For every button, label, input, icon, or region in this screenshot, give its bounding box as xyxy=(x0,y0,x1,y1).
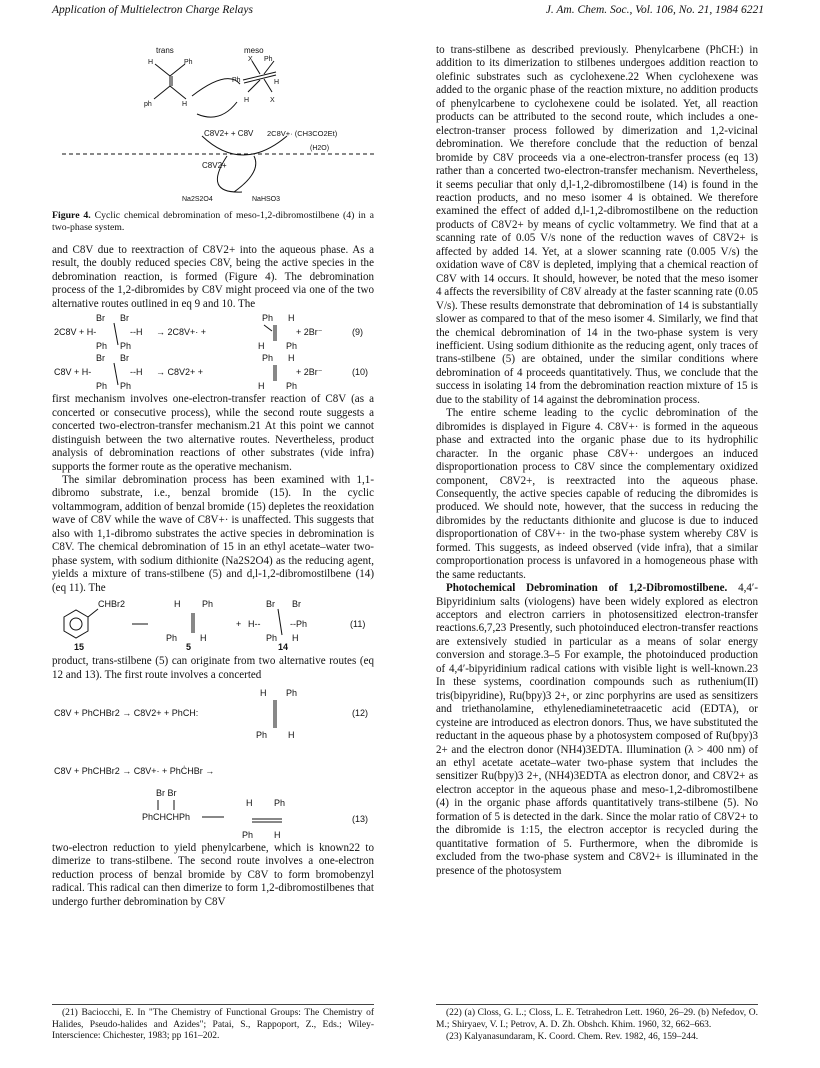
svg-text:Br: Br xyxy=(120,353,129,364)
left-paragraph-4: product, trans-stilbene (5) can originate from two alternative routes (eq 12 and 13). The first route involves a concerted xyxy=(52,655,374,681)
svg-text:H: H xyxy=(260,687,267,698)
footnotes-right xyxy=(436,1004,758,1045)
svg-text:H: H xyxy=(200,633,207,644)
svg-text:Ph: Ph xyxy=(242,829,254,840)
svg-text:Br: Br xyxy=(120,313,129,324)
svg-text:Ph: Ph xyxy=(286,381,298,392)
eq9-number: (9) xyxy=(352,327,363,338)
eq10-lhs: C8V + H- xyxy=(54,367,92,378)
svg-text:H: H xyxy=(258,341,265,352)
svg-text:Ph: Ph xyxy=(274,797,286,808)
reagent-c8vplus: 2C8V+· (CH3CO2Et) xyxy=(267,129,338,138)
reagent-nahso3: NaHSO3 xyxy=(252,196,281,203)
left-paragraph-2: first mechanism involves one-electron-transfer reaction of C8V (as a concerted or consecutive process), while the second route suggests a concerted two-electron-transfer mechanism.21 At this point we cannot distinguish between the two alternative routes. Nevertheless, product analysis of debromination reactions of other substrates (vide infra) supports the former route as the operative mechanism. xyxy=(52,393,374,473)
eq13-text: C8V + PhCHBr2 → C8V+· + PhĊHBr → xyxy=(54,765,215,776)
svg-text:Ph: Ph xyxy=(120,381,132,392)
svg-text:Ph: Ph xyxy=(202,599,214,610)
left-paragraph-3: The similar debromination process has been examined with 1,1-dibromo substrate, i.e., benzal bromide (15). In the cyclic voltammogram, addition of benzal bromide (15) depletes the reoxidation wave of C8V while the wave of C8V+· is unaffected. This suggests that also with 1,1-dibromo substrates the active species in debromination is C8V. The chemical debromination of 15 in an ethyl acetate–water two-phase system, with sodium dithionite (Na2S2O4) as the reducing agent, yields a mixture of trans-stilbene (5) and d,l-1,2-dibromostilbene (14) (eq 11). The xyxy=(52,473,374,594)
svg-text:H: H xyxy=(148,59,154,66)
svg-text:Ph: Ph xyxy=(166,633,178,644)
svg-text:Br: Br xyxy=(96,353,105,364)
svg-text:H: H xyxy=(174,599,181,610)
right-column xyxy=(436,44,758,878)
svg-text:Ph: Ph xyxy=(266,633,278,644)
svg-text:--H: --H xyxy=(130,327,143,338)
right-paragraph-1: to trans-stilbene as described previously. Phenylcarbene (PhCH:) in addition to its dimerization to stilbenes undergoes addition reaction to olefinic substrates such as cyclohexene.22 When cyclohexene was added to the organic phase of the reaction mixture, no addition products of phenylcarbene to cyclohexene could be isolated. Yet, all reaction products can be attributed to the second route, which includes a one-electron-transer process followed by dimerization and 1,2-vicinal debromination. We therefore conclude that the reduction of benzal bromide by C8V proceeds via a one-electron-transfer process (eq 13) rather than a concerted two-electron-transfer mechanism. Nevertheless, it seems peculiar that only d,l-1,2-dibromostilbene (14) is found in the reaction products, and no meso isomer 4 is obtained. We therefore examined the effect of added d,l-1,2-dibromostilbene on the reduction products of C8V2+ by means of cyclic voltammetry. We find that at a scanning rate of 0.05 V/s none of the reduction waves of C8V2+ is affected by added 14. Yet, at a slower scanning rate (0.005 V/s) the oxidation wave of C8V is depleted, implying that a chemical reaction of C8V with 14 occurs. It should, however, be noted that the meso isomer 4 affects the reversibility of C8V already at the faster scanning rate (0.05 V/s). These results demonstrate that debromination of 14 is substantially slower as compared to that of the meso isomer 4. Similarly, we find that the chemical debromination of 14 in the two-phase system is very inefficient. Using sodium dithionite as the reducing agent, only traces of trans-stilbene (5) are obtained, under the similar conditions where debromination of 4 proceeds quantitatively. Thus, we conclude that the success in isolating 14 from the debromination reaction mixture of 15 is due to the stability of 14 against the debromination process. xyxy=(436,44,758,406)
equations-12-13 xyxy=(52,682,374,842)
svg-text:Ph: Ph xyxy=(96,381,108,392)
running-header-left: Application of Multielectron Charge Relays xyxy=(52,4,253,16)
svg-text:+: + xyxy=(236,619,242,630)
running-header-right: J. Am. Chem. Soc., Vol. 106, No. 21, 1984 6221 xyxy=(545,4,764,16)
svg-text:--Ph: --Ph xyxy=(290,619,308,630)
left-paragraph-1: and C8V due to reextraction of C8V2+ into the aqueous phase. As a result, the doubly reduced species C8V, being the active species in the debromination reaction, is formed (Figure 4). The debromination process of the 1,2-dibromides by C8V might proceed via one of the two alternative routes outlined in eq 9 and 10. The xyxy=(52,244,374,310)
svg-text:H: H xyxy=(182,101,188,108)
label-meso: meso xyxy=(244,46,264,55)
svg-text:ph: ph xyxy=(144,101,152,108)
footnote-21: (21) Baciocchi, E. In "The Chemistry of Functional Groups: The Chemistry of Halides, Pseudo-halides and Azides"; Patai, S., Rappoport, Z., Eds.; Wiley-Interscience: Chichester, 1983; pp 161–202. xyxy=(52,1008,374,1041)
eq11-substrate: CHBr2 xyxy=(98,599,126,610)
svg-text:H: H xyxy=(288,353,295,364)
compound-5-label: 5 xyxy=(186,642,192,652)
eq12-number: (12) xyxy=(352,707,369,718)
svg-text:Ph: Ph xyxy=(264,56,273,63)
footnote-22: (22) (a) Closs, G. L.; Closs, L. E. Tetrahedron Lett. 1960, 26–29. (b) Nefedov, O. M.; Shiryaev, V. I.; Petrov, A. D. Zh. Obshch. Khim. 1960, 32, 662–663. xyxy=(436,1008,758,1030)
svg-text:H: H xyxy=(274,829,281,840)
svg-text:H: H xyxy=(288,313,295,324)
svg-text:H: H xyxy=(274,79,280,86)
svg-text:Ph: Ph xyxy=(262,313,274,324)
right-paragraph-3: Photochemical Debromination of 1,2-Dibromostilbene. 4,4′-Bipyridinium salts (viologens) have been widely explored as electron acceptors and electron carriers in photosensitized electron-transfer reactions.6,7,23 Presently, such photoinduced electron-transfer reactions are extensively studied in particular as a means of solar energy conversion and storage.3–5 For example, the photoinduced production of 4,4′-bipyridinium radical cations with visible light is well-known.23 In these systems, coordination compounds such as ruthenium(II) tris(bipyridine), Ru(bpy)3 2+, or zinc porphyrins are used as sensitizers and triethanolamine, ethylenediaminetetraacetic acid (EDTA), or cysteine are introduced as electron donors. Thus, we have substituted the reductant in the aqueous phase by a photosystem composed of Ru(bpy)3 2+ and the electron donor (NH4)3EDTA. Illumination (λ > 400 nm) of an ethyl acetate acetate–water two-phase system that includes the sensitizer Ru(bpy)3 2+, (NH4)3EDTA as electron donor, and C8V2+ as electron acceptor in the aqueous phase and meso-1,2-dibromostilbene (4) in the organic phase affords quantitatively trans-stilbene (5). No formation of 5 is detected in the dark. Since the molar ratio of C8V2+ to the dibromide is 1:15, the electron acceptor is recycled during the quantitative formation of 5. Furthermore, when the dibromide is excluded from the two-phase system and C8V2+ is illuminated in the presence of the photosystem xyxy=(436,582,759,877)
svg-text:X: X xyxy=(248,56,253,63)
reagent-h2o: (H2O) xyxy=(310,145,330,152)
svg-text:Ph: Ph xyxy=(184,59,193,66)
eq12-text: C8V + PhCHBr2 → C8V2+ + PhCH: xyxy=(54,707,199,718)
reagent-na2s2o4: Na2S2O4 xyxy=(182,196,213,203)
svg-text:+ 2Br⁻: + 2Br⁻ xyxy=(296,367,323,378)
svg-text:→ 2C8V+· +: → 2C8V+· + xyxy=(156,327,207,338)
figure-caption: Figure 4. Cyclic chemical debromination of meso-1,2-dibromostilbene (4) in a two-phase system. xyxy=(52,210,374,233)
svg-text:Br Br: Br Br xyxy=(156,787,177,798)
svg-text:+ 2Br⁻: + 2Br⁻ xyxy=(296,327,323,338)
svg-text:H: H xyxy=(244,97,250,104)
svg-text:Ph: Ph xyxy=(120,341,132,352)
svg-text:Ph: Ph xyxy=(286,687,298,698)
reagent-c8v2-lower: C8V2+ xyxy=(202,161,227,170)
eq11-number: (11) xyxy=(350,619,366,630)
label-trans: trans xyxy=(156,46,174,55)
svg-text:H--: H-- xyxy=(248,619,261,630)
svg-text:X: X xyxy=(270,97,275,104)
compound-15-label: 15 xyxy=(74,642,85,652)
svg-text:Ph: Ph xyxy=(232,77,241,84)
svg-text:Ph: Ph xyxy=(262,353,274,364)
svg-text:H: H xyxy=(288,729,295,740)
svg-text:Br: Br xyxy=(96,313,105,324)
footnote-23: (23) Kalyanasundaram, K. Coord. Chem. Rev. 1982, 46, 159–244. xyxy=(446,1032,699,1042)
svg-text:H: H xyxy=(258,381,265,392)
svg-text:Ph: Ph xyxy=(96,341,108,352)
eq9-lhs: 2C8V + H- xyxy=(54,327,97,338)
svg-text:H: H xyxy=(246,797,253,808)
reagent-c8v2: C8V2+ + C8V xyxy=(204,129,254,138)
eq10-number: (10) xyxy=(352,367,369,378)
equation-11 xyxy=(52,595,374,651)
svg-text:Br: Br xyxy=(266,599,275,610)
svg-text:--H: --H xyxy=(130,367,143,378)
right-paragraph-2: The entire scheme leading to the cyclic debromination of the dibromides is displayed in Figure 4. C8V+· is formed in the aqueous phase and extracted into the organic phase due to its hydrophilic character. In the organic phase C8V+· undergoes an induced disproportionation process to C8V since the complementary oxidized component, C8V2+, is reextracted into the aqueous phase. Consequently, the active species capable of reducing the dibromides is produced. We should note, however, that the success in reducing the dibromides by the reductants dithionite and glucose is due to induced disproportionation of C8V+· in the two-phase system whereby C8V is formed. This suggests, as indeed observed (vide infra), that a similar comproportionation process is unfavored in a homogeneous phase with the same reductants. xyxy=(436,407,758,581)
section-heading: Photochemical Debromination of 1,2-Dibromostilbene. xyxy=(446,582,728,595)
equations-9-10 xyxy=(52,311,374,393)
svg-text:Br: Br xyxy=(292,599,301,610)
left-paragraph-5: two-electron reduction to yield phenylcarbene, which is known22 to dimerize to trans-stilbene. The second route involves a one-electron reduction process of benzal bromide by C8V to form bromobenzyl radical. This radical can then dimerize to form 1,2-dibromostilbenes that undergo further debromination by C8V xyxy=(52,841,374,908)
svg-text:Ph: Ph xyxy=(286,341,298,352)
svg-text:H: H xyxy=(292,633,299,644)
svg-text:→ C8V2+ +: → C8V2+ + xyxy=(156,367,204,378)
compound-14-label: 14 xyxy=(278,642,289,652)
footnotes-left xyxy=(52,1004,374,1044)
eq13-number: (13) xyxy=(352,813,369,824)
svg-text:Ph: Ph xyxy=(256,729,268,740)
figure-4-scheme xyxy=(52,44,374,204)
left-column xyxy=(52,44,374,909)
svg-text:PhCHCHPh: PhCHCHPh xyxy=(142,811,191,822)
